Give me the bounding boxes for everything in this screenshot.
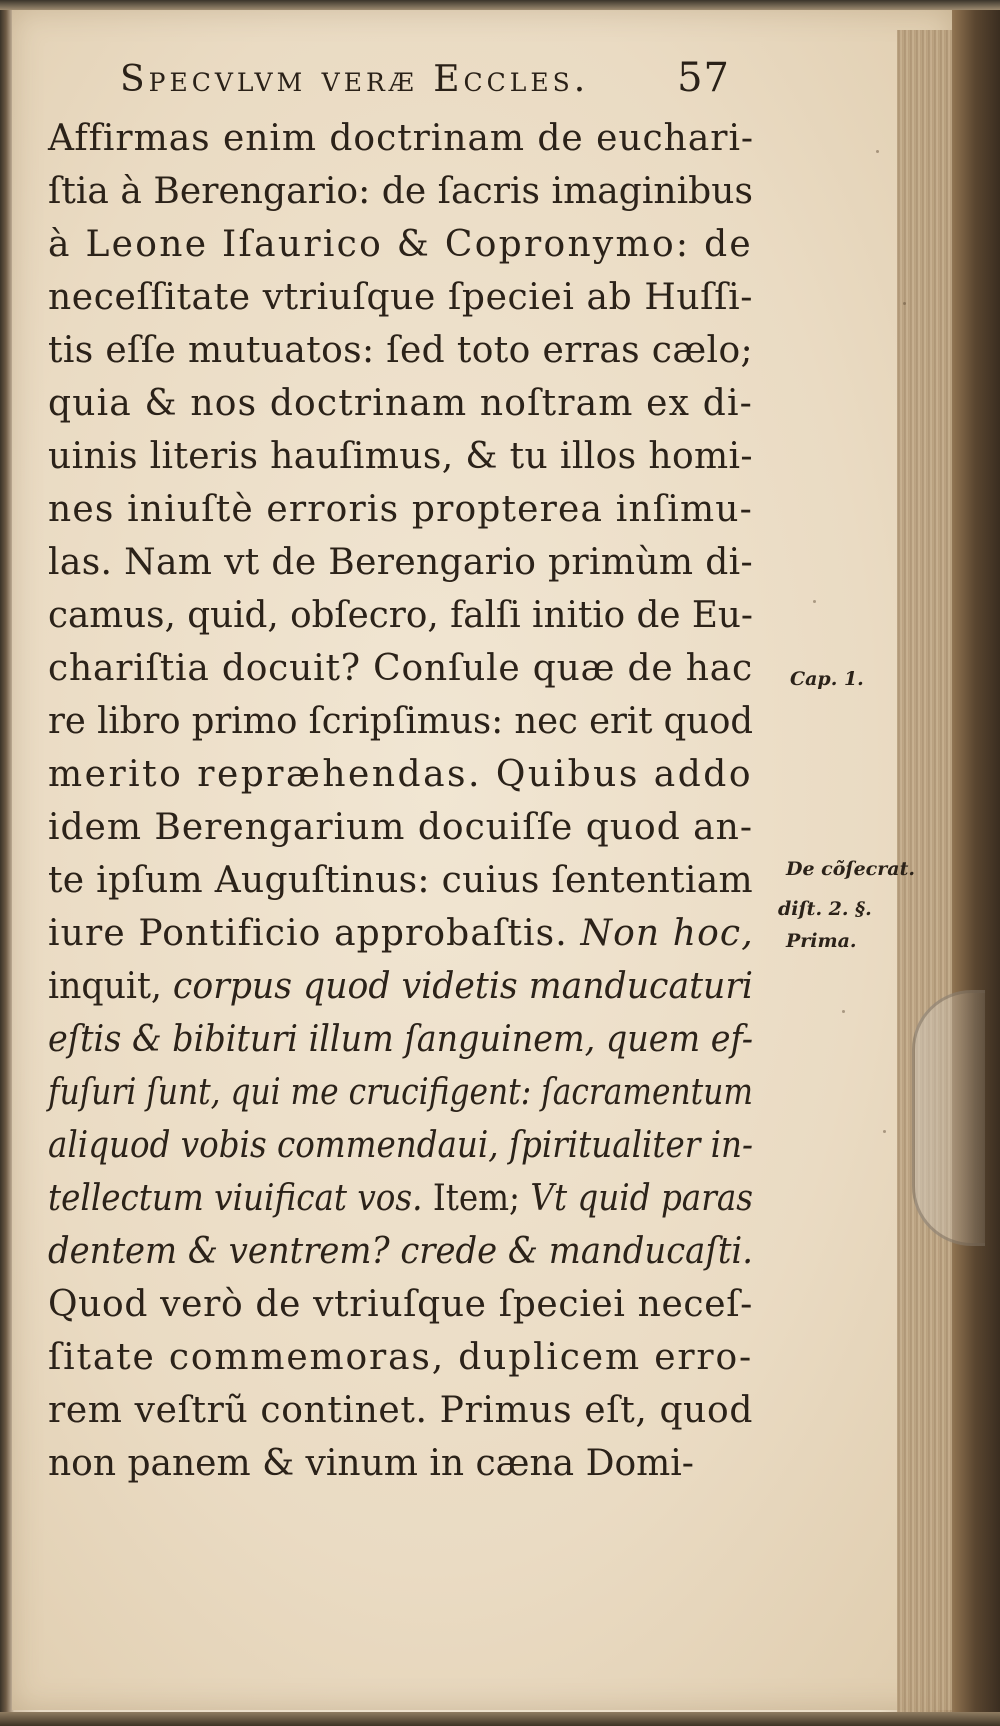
text-line-content [48,748,753,801]
text-line-content [48,907,754,960]
margin-note-citation-line1: De cõſecrat. [786,858,915,880]
text-line [48,536,773,589]
text-segment: ſtia à Berengario: de ſacris imaginibus [48,171,753,212]
text-line [48,218,773,271]
text-segment: tis eſſe mutuatos: ſed toto erras cælo; [48,330,753,371]
main-text-block [48,112,773,1490]
margin-note-chapter: Cap. 1. [790,668,864,690]
text-line [48,430,773,483]
text-segment: Non hoc, [580,913,754,954]
text-line-content [48,854,753,907]
text-line [48,748,773,801]
text-line [48,907,773,960]
text-line-content [48,1384,753,1437]
text-line-content [48,1278,753,1331]
text-line [48,1437,773,1490]
text-line-content [48,1013,753,1066]
text-line-content [48,1331,753,1384]
top-edge [0,0,1000,10]
running-header [120,55,730,115]
text-segment: ſitate commemoras, duplicem erro- [48,1337,753,1378]
text-line-content [48,324,753,377]
text-line-content [48,960,753,1013]
text-line-content [48,218,753,271]
text-line [48,1331,773,1384]
text-segment: fuſuri ſunt, qui me crucifigent: ſacramentum [48,1072,753,1113]
text-segment: Item; [422,1178,531,1219]
text-line-content [48,1119,753,1172]
text-segment: corpus quod videtis manducaturi [172,966,753,1007]
margin-note-citation-line3: Prima. [786,930,857,952]
text-line [48,854,773,907]
text-line-content [48,801,753,854]
text-line [48,642,773,695]
text-line-content [48,112,754,165]
text-line [48,695,773,748]
text-segment: camus, quid, obſecro, falſi initio de Eu- [48,595,753,636]
margin-note-citation-line2: diſt. 2. §. [778,898,872,920]
text-segment: idem Berengarium docuiſſe quod an- [48,807,753,848]
text-segment: non panem & vinum in cæna Domi- [48,1443,694,1484]
text-segment: eſtis & bibituri illum ſanguinem, quem ef- [48,1019,753,1060]
text-line-content [48,1066,753,1119]
text-line [48,112,773,165]
text-segment: chariſtia docuit? Conſule quæ de hac [48,648,753,689]
text-line [48,1066,773,1119]
text-line [48,483,773,536]
text-line [48,1119,773,1172]
text-segment: re libro primo ſcripſimus: nec erit quod [48,701,753,742]
text-line-content [48,1437,694,1490]
text-segment: neceſſitate vtriuſque ſpeciei ab Huſſi- [48,277,753,318]
text-line [48,801,773,854]
text-segment: à Leone Iſaurico & Copronymo: de [48,224,753,265]
running-title: Specvlvm veræ Eccles. [120,59,590,100]
text-segment: uinis literis hauſimus, & tu illos homi- [48,436,753,477]
text-segment: te ipſum Auguſtinus: cuius ſententiam [48,860,753,901]
text-line [48,589,773,642]
text-segment: merito repræhendas. Quibus addo [48,754,753,795]
text-line [48,1013,773,1066]
text-line-content [48,1172,753,1225]
paper-speck [876,150,879,153]
page-number: 57 [677,55,730,101]
text-line [48,324,773,377]
text-segment: dentem & ventrem? crede & manducaſti. [48,1231,753,1272]
text-segment: aliquod vobis commendaui, ſpiritualiter in- [48,1125,753,1166]
text-segment: tellectum viuificat vos. [48,1178,423,1219]
text-line-content [48,536,753,589]
bottom-edge [0,1712,1000,1726]
text-line-content [48,695,753,748]
text-line [48,377,773,430]
paper-speck [813,600,816,603]
paper-speck [903,302,906,305]
text-line [48,271,773,324]
text-line-content [48,271,753,324]
text-line-content [48,377,753,430]
page-curl [912,990,985,1246]
paper-speck [842,1010,845,1013]
text-line [48,1225,773,1278]
text-segment: nes iniuſtè erroris propterea inſimu- [48,489,753,530]
text-line [48,1172,773,1225]
text-segment: Affirmas enim doctrinam de euchari- [48,118,755,159]
text-segment: inquit, [48,966,173,1007]
text-line [48,1384,773,1437]
text-segment: iure Pontificio approbaſtis. [48,913,581,954]
text-line-content [48,642,753,695]
text-line-content [48,165,753,218]
text-segment: las. Nam vt de Berengario primùm di- [48,542,753,583]
text-segment: rem veſtrũ continet. Primus eſt, quod [48,1390,753,1431]
text-segment: Vt quid paras [530,1178,753,1219]
text-segment: Quod verò de vtriuſque ſpeciei neceſ- [48,1284,753,1325]
text-line [48,1278,773,1331]
text-line-content [48,589,753,642]
text-line-content [48,483,753,536]
text-line [48,960,773,1013]
text-line [48,165,773,218]
text-line-content [48,430,753,483]
text-segment: quia & nos doctrinam noſtram ex di- [48,383,753,424]
paper-speck [883,1130,886,1133]
text-line-content [48,1225,753,1278]
